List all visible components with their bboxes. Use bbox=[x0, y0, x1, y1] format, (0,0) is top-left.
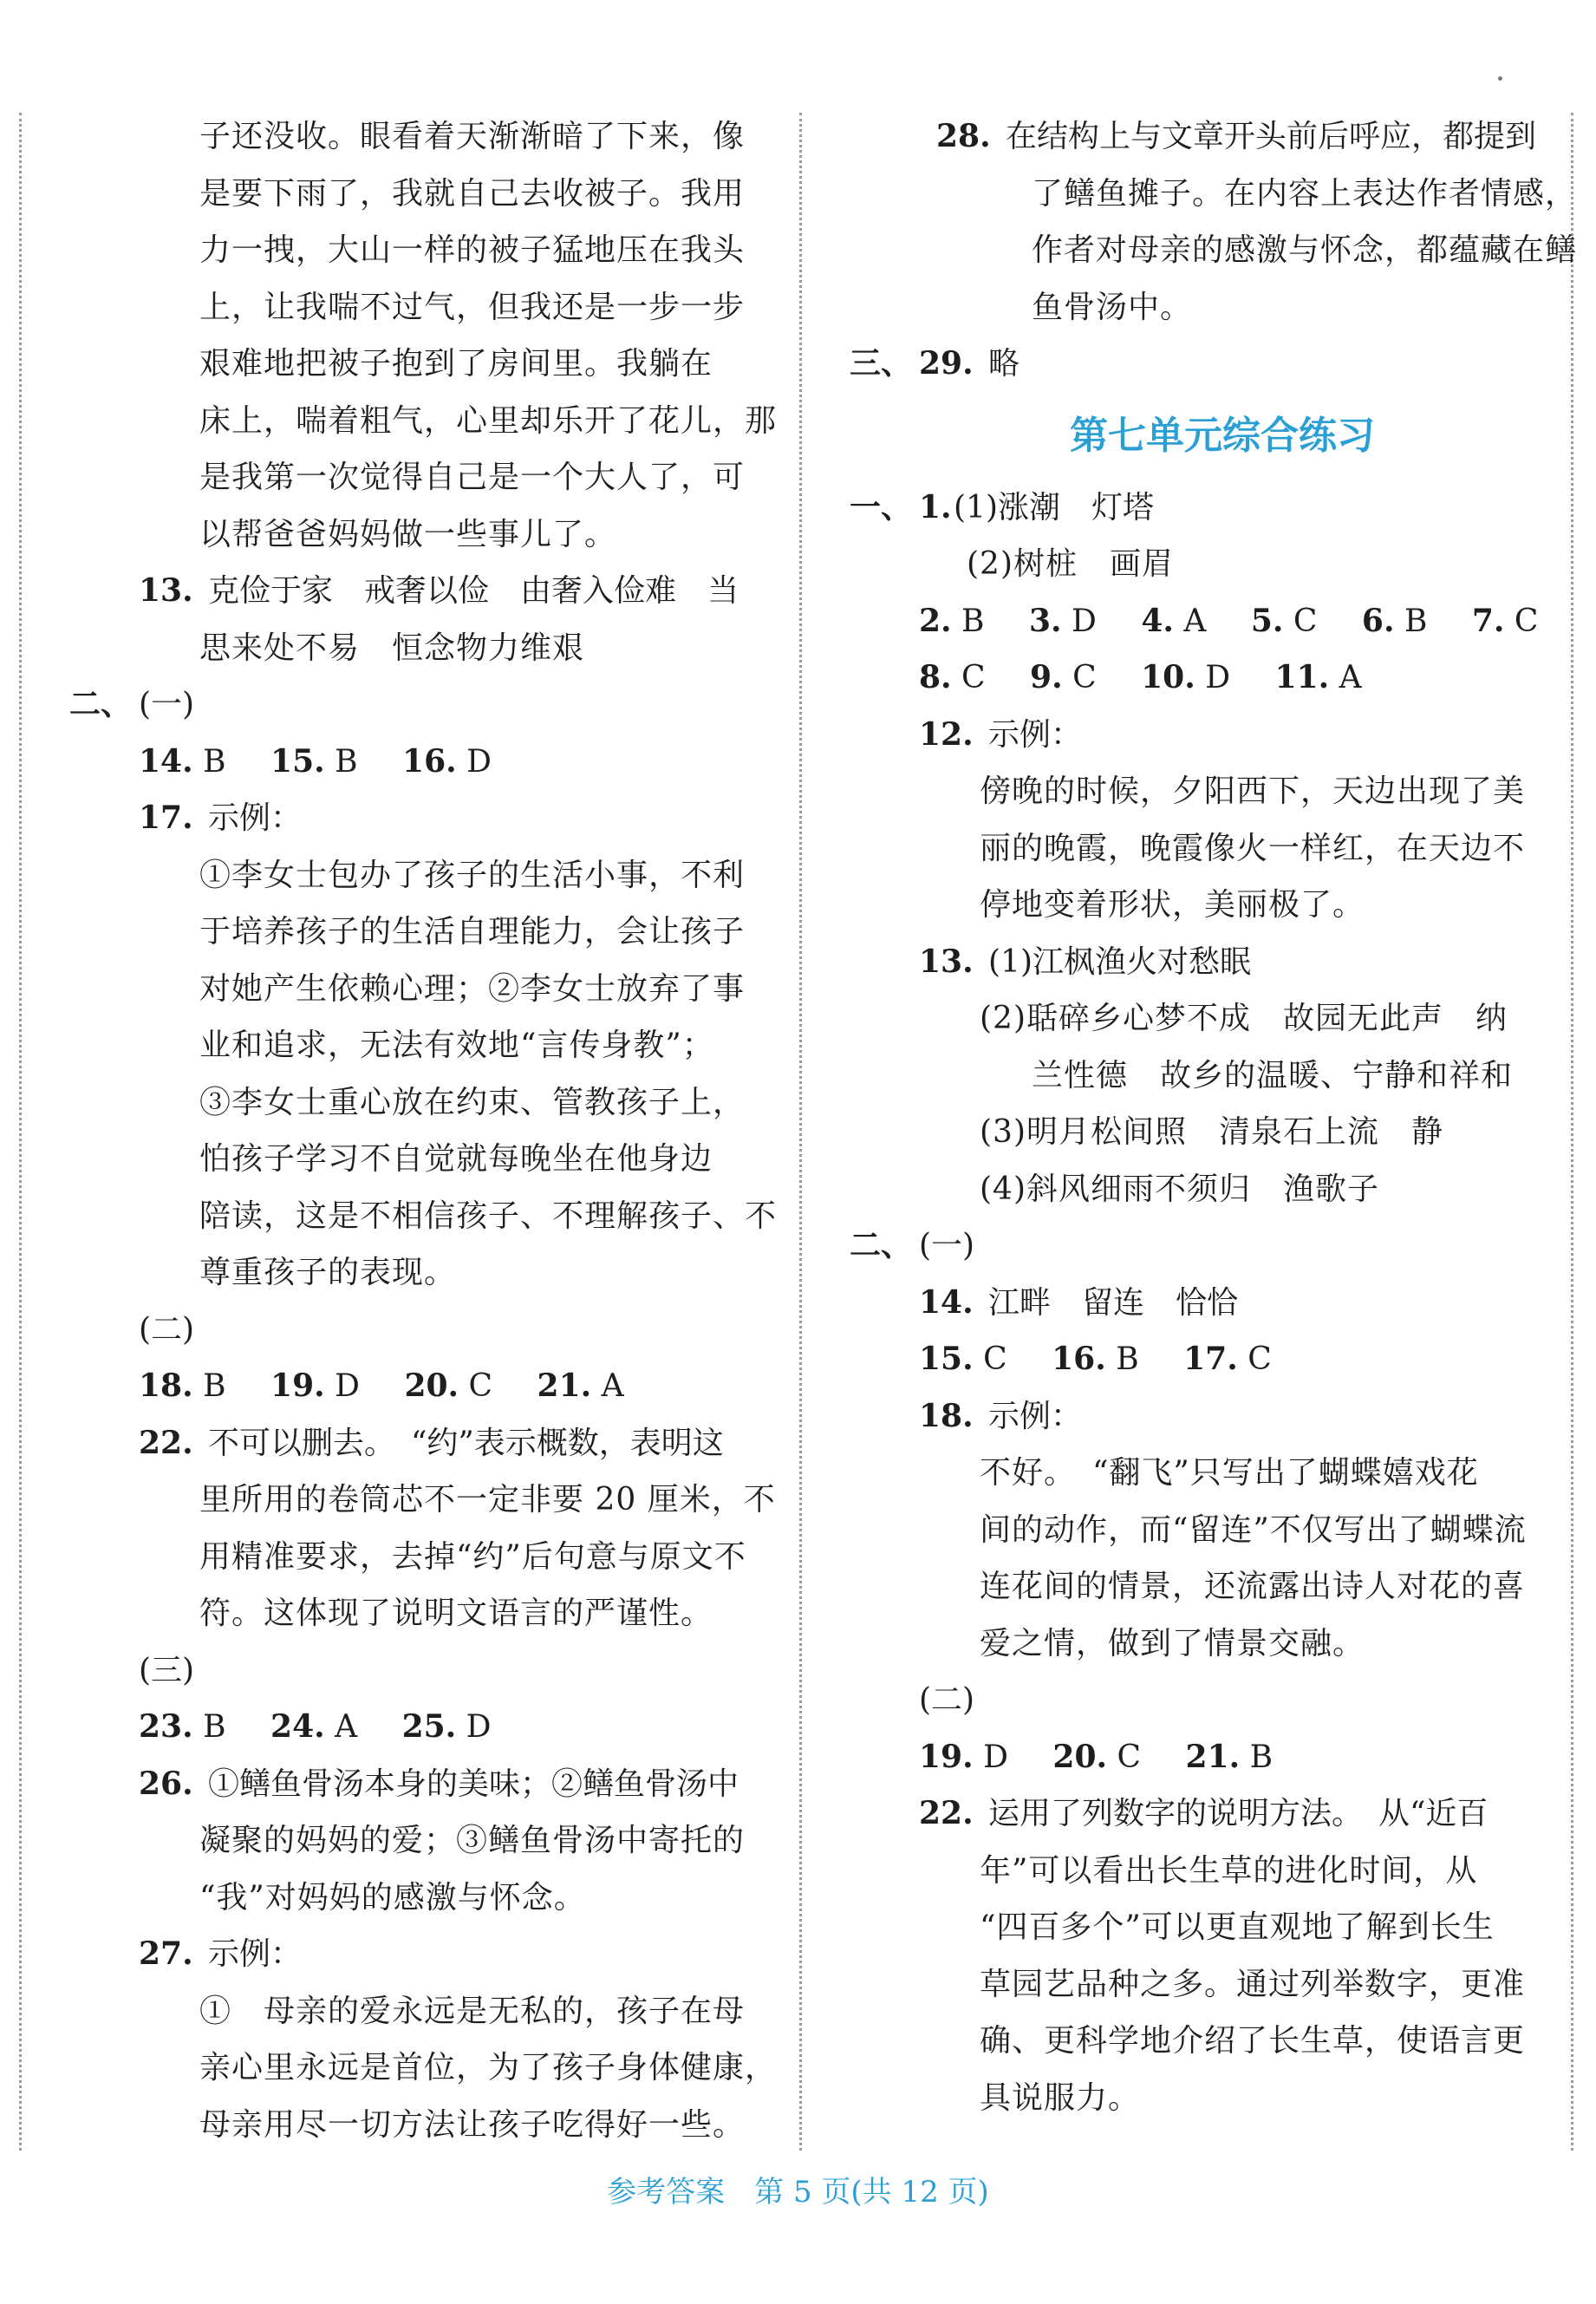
subsection-label: (二) bbox=[139, 1311, 195, 1348]
answers-23-25: 23. B 24. A 25. D bbox=[139, 1708, 492, 1745]
question-13-right: 13. (1)江枫渔火对愁眠 bbox=[919, 943, 1251, 980]
section-two-heading-right: 二、 (一) bbox=[850, 1227, 975, 1263]
unit-title: 第七单元综合练习 bbox=[1070, 413, 1375, 458]
question-number: 13. bbox=[139, 572, 193, 609]
section-two-heading: 二、 (一) bbox=[69, 686, 195, 722]
answers-8-11: 8. C 9. C 10. D 11. A bbox=[919, 659, 1362, 695]
right-column: 28. 在结构上与文章开头前后呼应，都提到 了鳝鱼摊子。在内容上表达作者情感， 作者对母亲的感激与怀念，都蕴藏在鳝 鱼骨汤中。 三、 29. 略 第七单元综合练习 一、 1.(1)涨潮 灯塔 (2)树桩 画眉 2. B 3. D 4. A 5. C 6. B 7. C 8. C 9. C 10. D 11. A 12. 示例： 傍晚的时候，夕阳西下，天边出现了美 丽的晚霞，晚霞像火一样红，在天边不 停地变着形状，美丽极了。 13. (1)江枫渔火对愁眠 (2)聒碎乡心梦不成 故园无此声 纳 兰性德 故乡的温暖、宁静和祥和 (3)明月松间照 清泉石上流 静 (4)斜风细雨不须归 渔歌子 二、 (一) 14. 江畔 留连 恰恰 15. C 16. B 17. C 18. 示例： 不好。 “翻飞”只写出了蝴蝶嬉戏花 间的动作，而“留连”不仅写出了蝴蝶流 连花间的情景，还流露出诗人对花的喜 爱之情，做到了情景交融。 (二) 19. D 20. C 21. B 22. 运用了列数字的说明方法。 从“近百 年”可以看出长生草的进化时间，从 “四百多个”可以更直观地了解到长生 草园艺品种之多。通过列举数字，更准 确、更科学地介绍了长生草，使语言更 具说服力。 bbox=[850, 108, 1543, 2126]
question-22-right: 22. 运用了列数字的说明方法。 从“近百 bbox=[919, 1795, 1489, 1831]
answers-2-7: 2. B 3. D 4. A 5. C 6. B 7. C bbox=[919, 602, 1539, 639]
section-three: 三、 29. 略 bbox=[850, 345, 1020, 382]
answers-19-21: 19. D 20. C 21. B bbox=[919, 1738, 1274, 1775]
left-column: 子还没收。眼看着天渐渐暗了下来，像 是要下雨了，我就自己去收被子。我用 力一拽，大山一样的被子猛地压在我头 上，让我喘不过气，但我还是一步一步 艰难地把被子抱到了房间里。我躺在 床上，喘着粗气，心里却乐开了花儿，那 是我第一次觉得自己是一个大人了，可 以帮爸爸妈妈做一些事儿了。 13. 克俭于家 戒奢以俭 由奢入俭难 当 思来处不易 恒念物力维艰 二、 (一) 14. B 15. B 16. D 17. 示例： ①李女士包办了孩子的生活小事，不利 于培养孩子的生活自理能力，会让孩子 对她产生依赖心理；②李女士放弃了事 业和追求，无法有效地“言传身教”； ③李女士重心放在约束、管教孩子上， 怕孩子学习不自觉就每晚坐在他身边 陪读，这是不相信孩子、不理解孩子、不 尊重孩子的表现。 (二) 18. B 19. D 20. C 21. A 22. 不可以删去。 “约”表示概数，表明这 里所用的卷筒芯不一定非要 20 厘米，不 用精准要求，去掉“约”后句意与原文不 符。这体现了说明文语言的严谨性。 (三) 23. B 24. A 25. D 26. ①鳝鱼骨汤本身的美味；②鳝鱼骨汤中 凝聚的妈妈的爱；③鳝鱼骨汤中寄托的 “我”对妈妈的感激与怀念。 27. 示例： ① 母亲的爱永远是无私的，孩子在母 亲心里永远是首位，为了孩子身体健康， 母亲用尽一切方法让孩子吃得好一些。 bbox=[69, 108, 763, 2153]
subsection-label: (一) bbox=[139, 687, 195, 722]
question-28: 28. 在结构上与文章开头前后呼应，都提到 bbox=[936, 118, 1537, 154]
question-22: 22. 不可以删去。 “约”表示概数，表明这 bbox=[139, 1424, 724, 1461]
question-18-right: 18. 示例： bbox=[919, 1397, 1083, 1434]
section-one-q1: 一、 1.(1)涨潮 灯塔 bbox=[850, 488, 1154, 525]
question-13: 13. 克俭于家 戒奢以俭 由奢入俭难 当 bbox=[69, 563, 763, 620]
answers-15-17: 15. C 16. B 17. C bbox=[919, 1341, 1272, 1377]
continued-text: 子还没收。眼看着天渐渐暗了下来，像 bbox=[199, 119, 746, 154]
question-12: 12. 示例： bbox=[919, 715, 1083, 753]
answers-14-16: 14. B 15. B 16. D bbox=[139, 742, 492, 780]
question-26: 26. ①鳝鱼骨汤本身的美味；②鳝鱼骨汤中 bbox=[139, 1765, 739, 1802]
question-14-right: 14. 江畔 留连 恰恰 bbox=[919, 1283, 1239, 1321]
subsection-label: (三) bbox=[139, 1652, 195, 1688]
answers-18-21: 18. B 19. D 20. C 21. A bbox=[139, 1367, 624, 1404]
question-27: 27. 示例： bbox=[139, 1935, 303, 1972]
page-footer: 参考答案 第 5 页(共 12 页) bbox=[607, 2175, 989, 2209]
question-17: 17. 示例： bbox=[139, 800, 303, 836]
subsection-label: (二) bbox=[919, 1682, 975, 1718]
left-margin-rule bbox=[19, 113, 22, 2151]
right-margin-rule bbox=[1571, 113, 1573, 2151]
center-divider bbox=[799, 113, 802, 2151]
corner-mark bbox=[1498, 76, 1502, 81]
